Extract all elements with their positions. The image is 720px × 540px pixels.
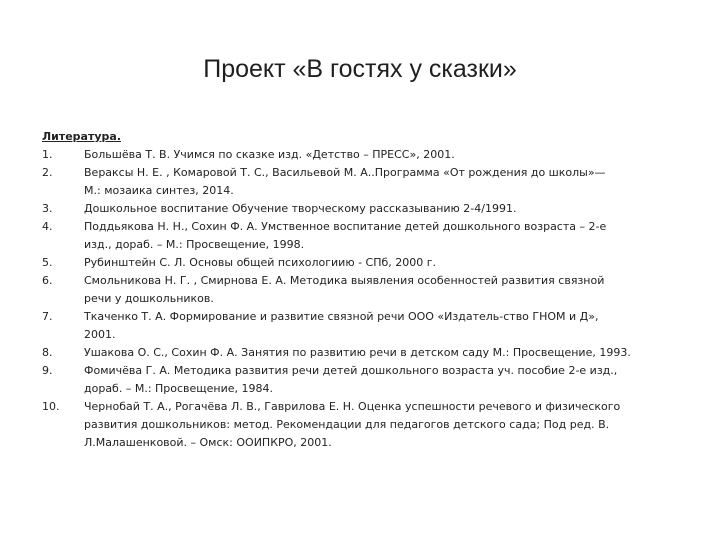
reference-text: Ушакова О. С., Сохин Ф. А. Занятия по развитию речи в детском саду М.: Просвещение, 1993. (84, 346, 631, 359)
references-list (42, 146, 678, 452)
reference-item (42, 146, 678, 164)
reference-text: Дошкольное воспитание Обучение творческому рассказыванию 2-4/1991. (84, 202, 517, 215)
reference-number: 6. (42, 274, 53, 287)
reference-number: 2. (42, 166, 53, 179)
slide-title: Проект «В гостях у сказки» (203, 55, 517, 83)
reference-text: Рубинштейн С. Л. Основы общей психологиию - СПб, 2000 г. (84, 256, 437, 269)
reference-text: Вераксы Н. Е. , Комаровой Т. С., Васильевой М. А..Программа «От рождения до школы»— М.: мозаика синтез, 2014. (84, 166, 606, 197)
reference-text: Чернобай Т. А., Рогачёва Л. В., Гаврилова Е. Н. Оценка успешности речевого и физического развития дошкольников: метод. Рекомендации для педагогов детского сада; Под ред. В. Л.Малашенковой. – Омск: ООИПКРО, 2001. (84, 400, 621, 449)
reference-item (42, 362, 678, 398)
reference-number: 9. (42, 364, 53, 377)
reference-number: 10. (42, 400, 60, 413)
references-heading: Литература. (42, 130, 121, 143)
reference-number: 8. (42, 346, 53, 359)
reference-text: Смольникова Н. Г. , Смирнова Е. А. Методика выявления особенностей развития связной речи у дошкольников. (84, 274, 605, 305)
reference-text: Ткаченко Т. А. Формирование и развитие связной речи ООО «Издатель-ство ГНОМ и Д», 2001. (84, 310, 599, 341)
reference-text: Большёва Т. В. Учимся по сказке изд. «Детство – ПРЕСС», 2001. (84, 148, 455, 161)
reference-text: Поддьякова Н. Н., Сохин Ф. А. Умственное воспитание детей дошкольного возраста – 2-е изд., дораб. – М.: Просвещение, 1998. (84, 220, 607, 251)
reference-number: 7. (42, 310, 53, 323)
reference-number: 4. (42, 220, 53, 233)
reference-item (42, 344, 678, 362)
references-section (42, 128, 678, 452)
reference-number: 1. (42, 148, 53, 161)
reference-item (42, 254, 678, 272)
reference-item (42, 164, 678, 200)
reference-number: 3. (42, 202, 53, 215)
reference-text: Фомичёва Г. А. Методика развития речи детей дошкольного возраста уч. пособие 2-е изд., дораб. – М.: Просвещение, 1984. (84, 364, 618, 395)
reference-item (42, 398, 678, 452)
reference-item (42, 218, 678, 254)
reference-number: 5. (42, 256, 53, 269)
reference-item (42, 308, 678, 344)
reference-item (42, 272, 678, 308)
reference-item (42, 200, 678, 218)
